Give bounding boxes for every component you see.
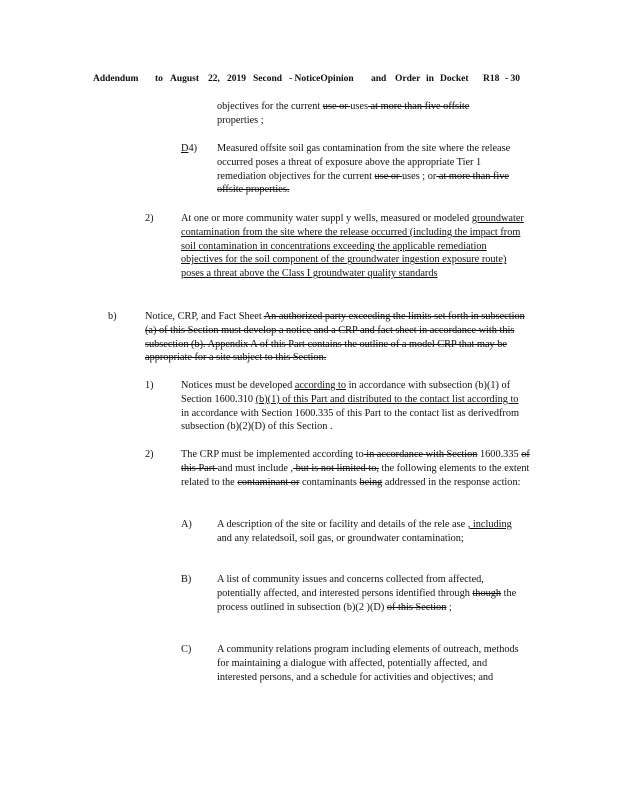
item-A-text: A description of the site or facility and details of the rele ase , including and any relatedsoil, soil gas, or groundwater contamination; [217,519,512,544]
item-b2-label: 2) [145,449,154,460]
header-in: in [426,74,434,84]
section-b-label: b) [108,311,117,322]
item-C-text: A community relations program including elements of outreach, methods for maintaining a dialogue with affected, potentially affected, and interested persons, and a schedule for activities and objectives; and [217,644,519,683]
header-addendum: Addendum [93,74,139,84]
continuation-paragraph: objectives for the current use or uses at more than five offsite properties ; [217,101,470,126]
item-d4-text: Measured offsite soil gas contamination from the site where the release occurred poses a threat of exposure above the appropriate Tier 1 remediation objectives for the current use or uses ; or at more than five offsite properties. [217,143,511,196]
item-b2-text: The CRP must be implemented according to in accordance with Section 1600.335 of this Part and must include , but is not limited to, the following elements to the extent related to the contaminant or contaminants being addressed in the response action: [181,449,530,488]
item-B-label: B) [181,574,192,585]
header-second: Second [253,74,283,84]
item-2-label: 2) [145,213,154,224]
header-docket-number: R18 [483,74,500,84]
item-C-label: C) [181,644,192,655]
header-day: 22, [208,74,220,84]
item-b1-text: Notices must be developed according to in accordance with subsection (b)(1) of Section 1600.310 (b)(1) of this Part and distributed to the contact list according to in accordance with Section 1600.335 of this Part to the contact list as derivedfrom subsection (b)(2)(D) of this Section . [181,380,519,433]
item-2-text: At one or more community water suppl y wells, measured or modeled groundwater contamination from the site where the release occurred (including the impact from soil contamination in concentrations exceeding the applicable remediation objectives for the soil component of the groundwater ingestion exposure route) poses a threat above the Class I groundwater quality standards [181,213,524,280]
header-page-number: - 30 [505,74,521,84]
header-to: to [155,74,163,84]
header-notice-opinion: - NoticeOpinion [289,74,354,84]
item-b1-label: 1) [145,380,154,391]
section-b-text: Notice, CRP, and Fact Sheet An authorized party exceeding the limits set forth in subsection (a) of this Section must develop a notice and a CRP and fact sheet in accordance with this subsection (b). Appendix A of this Part contains the outline of a model CRP that may be appropriate for a site subject to this Section. [145,311,525,364]
header-month: August [170,74,200,84]
header-order: Order [395,74,421,84]
item-A-label: A) [181,519,192,530]
header-year: 2019 [227,74,246,84]
header-docket: Docket [440,74,469,84]
item-B-text: A list of community issues and concerns collected from affected, potentially affected, and interested persons identified through though the process outlined in subsection (b)(2 )(D) of this Section ; [217,574,517,613]
header-and: and [371,74,387,84]
item-d4-label: D4) [181,143,198,154]
